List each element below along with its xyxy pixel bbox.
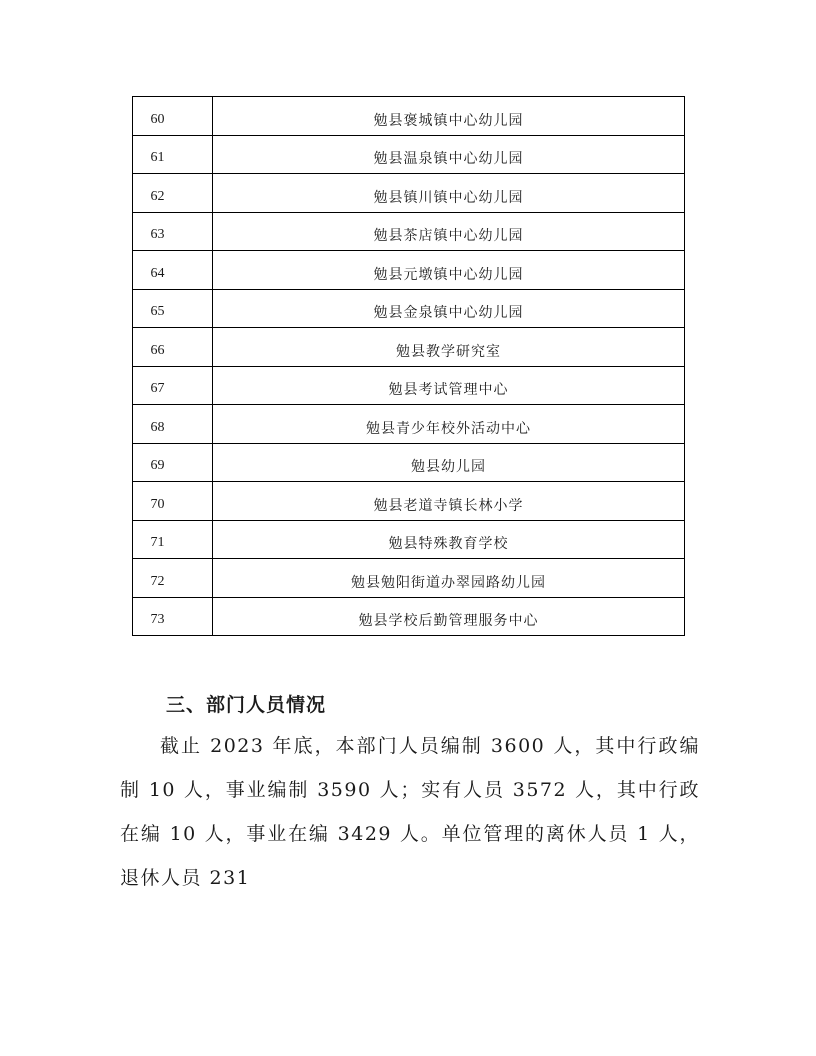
organization-name: 勉县茶店镇中心幼儿园 — [213, 212, 685, 251]
row-number: 64 — [133, 251, 213, 290]
row-number: 71 — [133, 520, 213, 559]
organization-name: 勉县幼儿园 — [213, 443, 685, 482]
row-number: 69 — [133, 443, 213, 482]
table-row — [133, 443, 685, 482]
row-number: 73 — [133, 597, 213, 636]
organization-name: 勉县考试管理中心 — [213, 366, 685, 405]
organization-name: 勉县勉阳街道办翠园路幼儿园 — [213, 559, 685, 598]
row-number: 67 — [133, 366, 213, 405]
staffing-paragraph: 截止 2023 年底，本部门人员编制 3600 人，其中行政编制 10 人，事业编制 3590 人；实有人员 3572 人，其中行政在编 10 人，事业在编 3429 人。单位管理的离休人员 1 人，退休人员 231 — [120, 735, 700, 889]
row-number: 72 — [133, 559, 213, 598]
table-row — [133, 597, 685, 636]
row-number: 65 — [133, 289, 213, 328]
table-row — [133, 520, 685, 559]
row-number: 61 — [133, 135, 213, 174]
row-number: 60 — [133, 97, 213, 136]
organization-name: 勉县褒城镇中心幼儿园 — [213, 97, 685, 136]
table-row — [133, 135, 685, 174]
table-row — [133, 366, 685, 405]
row-number: 68 — [133, 405, 213, 444]
table-row — [133, 97, 685, 136]
table-row — [133, 289, 685, 328]
organization-name: 勉县镇川镇中心幼儿园 — [213, 174, 685, 213]
organization-name: 勉县元墩镇中心幼儿园 — [213, 251, 685, 290]
table-row — [133, 212, 685, 251]
row-number: 66 — [133, 328, 213, 367]
table-row — [133, 482, 685, 521]
organization-table — [132, 96, 685, 636]
section-heading: 三、部门人员情况 — [166, 694, 327, 716]
row-number: 70 — [133, 482, 213, 521]
organization-name: 勉县老道寺镇长林小学 — [213, 482, 685, 521]
row-number: 63 — [133, 212, 213, 251]
organization-name: 勉县金泉镇中心幼儿园 — [213, 289, 685, 328]
organization-name: 勉县青少年校外活动中心 — [213, 405, 685, 444]
table-row — [133, 251, 685, 290]
table-row — [133, 328, 685, 367]
organization-name: 勉县特殊教育学校 — [213, 520, 685, 559]
row-number: 62 — [133, 174, 213, 213]
table-row — [133, 174, 685, 213]
organization-name: 勉县温泉镇中心幼儿园 — [213, 135, 685, 174]
organization-name: 勉县学校后勤管理服务中心 — [213, 597, 685, 636]
table-row — [133, 405, 685, 444]
organization-name: 勉县教学研究室 — [213, 328, 685, 367]
table-row — [133, 559, 685, 598]
